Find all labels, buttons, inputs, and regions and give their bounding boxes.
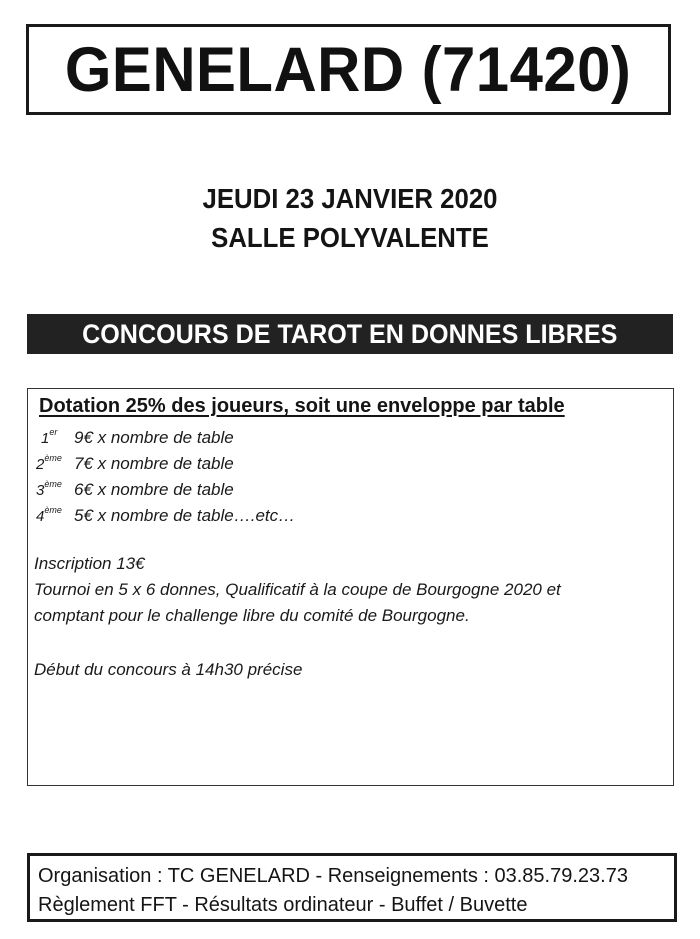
prize-rank: 2ème (36, 453, 62, 473)
prize-text: 7€ x nombre de table (74, 454, 234, 473)
organisation-contact: Organisation : TC GENELARD - Renseignements : 03.85.79.23.73 (38, 865, 628, 887)
inscription-fee: Inscription 13€ (34, 554, 145, 573)
prize-rank: 4ème (36, 505, 62, 525)
rules-services: Règlement FFT - Résultats ordinateur - Buffet / Buvette (38, 894, 528, 916)
tournament-format-line-2: comptant pour le challenge libre du comité de Bourgogne. (34, 606, 470, 625)
event-date: JEUDI 23 JANVIER 2020 (202, 183, 498, 214)
prize-rank: 1er (41, 427, 58, 447)
banner-title: CONCOURS DE TAROT EN DONNES LIBRES (82, 318, 618, 349)
competition-banner (27, 314, 673, 354)
prize-text: 9€ x nombre de table (74, 428, 234, 447)
tournament-format-line-1: Tournoi en 5 x 6 donnes, Qualificatif à la coupe de Bourgogne 2020 et (34, 580, 561, 599)
prize-row (36, 505, 295, 526)
prize-row (36, 453, 234, 474)
event-venue: SALLE POLYVALENTE (211, 222, 489, 253)
title-box (26, 24, 671, 115)
dotation-heading: Dotation 25% des joueurs, soit une enveloppe par table (39, 395, 565, 417)
details-box (27, 388, 674, 786)
prize-text: 6€ x nombre de table (74, 480, 234, 499)
prize-row (36, 479, 234, 500)
footer-box (27, 853, 677, 922)
prize-text: 5€ x nombre de table….etc… (74, 506, 296, 525)
prize-row (36, 427, 234, 448)
prize-rank: 3ème (36, 479, 62, 499)
start-time: Début du concours à 14h30 précise (34, 660, 303, 679)
page-title: GENELARD (71420) (65, 34, 632, 105)
